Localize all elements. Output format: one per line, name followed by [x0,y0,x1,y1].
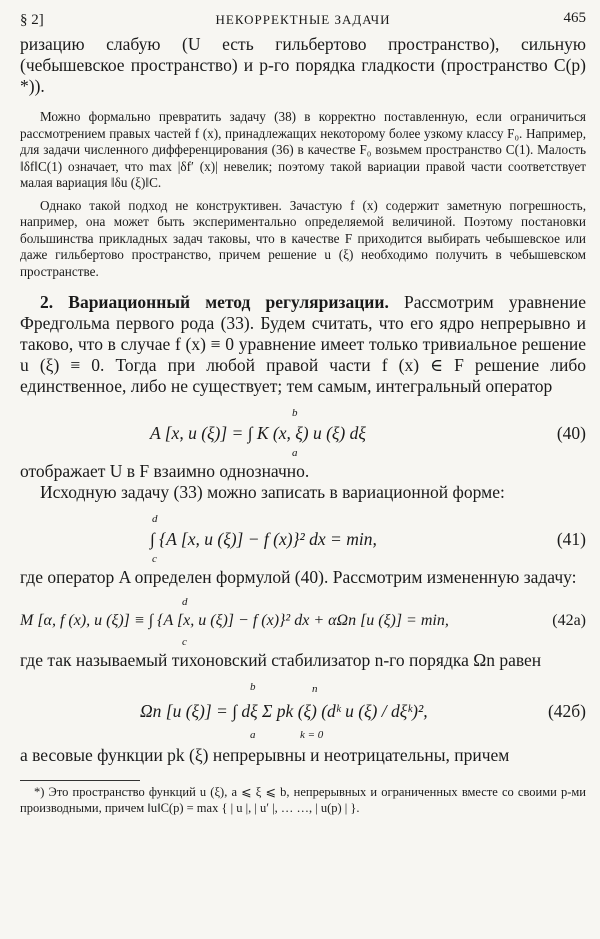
running-header [20,8,586,34]
sum-lower-limit: k = 0 [300,729,324,741]
sum-upper-limit: n [312,683,318,695]
formula-42b [20,681,586,745]
running-title: НЕКОРРЕКТНЫЕ ЗАДАЧИ [215,12,391,27]
small-paragraph-constructive: Однако такой подход не конструктивен. Зачастую f (x) содержит заметную погрешность, например, она может быть экспериментально определяемой величиной. Поэтому постановки большинства прикладных задач таковы, что в качестве F приходится выбирать чебышевское или даже гильбертово пространство, причем решение u (ξ) необходимо получить в чебышевском пространстве. [20,197,586,279]
formula-expression: M [α, f (x), u (ξ)] ≡ ∫ {A [x, u (ξ)] − f (x)}² dx + αΩn [u (ξ)] = min, [20,612,449,629]
formula-42a [20,596,586,650]
upper-limit: b [250,681,256,693]
formula-expression: ∫ {A [x, u (ξ)] − f (x)}² dx = min, [150,529,377,549]
paragraph-variational-form: Исходную задачу (33) можно записать в вариационной форме: [40,482,505,502]
paragraph-variational-method [20,292,586,397]
formula-expression: Ωn [u (ξ)] = ∫ dξ Σ pk (ξ) (dᵏ u (ξ) / dξᵏ)², [140,701,428,721]
lower-limit: c [152,553,157,565]
formula-40 [20,407,586,461]
paragraph-mapping: отображает U в F взаимно однозначно. [20,461,310,481]
section-mark: § 2] [20,12,44,28]
upper-limit: b [292,407,298,419]
page [20,8,586,816]
formula-expression: A [x, u (ξ)] = ∫ K (x, ξ) u (ξ) dξ [150,423,366,443]
small-paragraph-correctness: Можно формально превратить задачу (38) в корректно поставленную, если ограничиться рассмотрением правых частей f (x), принадлежащих некоторому более узкому классу F₀. Например, для задачи численного дифференцирования (36) в качестве F₀ возьмем пространство C(1). Малость ‖δf‖C(1) означает, что max |δf′ (x)| невелик; поэтому такой вариации правой части соответствует малая вариация ‖δu (ξ)‖C. [20,109,586,190]
footnote: *) Это пространство функций u (ξ), a ⩽ ξ ⩽ b, непрерывных и ограниченных вместе со своими p-ми производными, причем ‖u‖C(p) = max { | u |, | u′ |, … …, | u(p) | }. [20,785,586,815]
formula-41 [20,513,586,567]
page-number: 465 [563,10,586,26]
paragraph-body: Рассмотрим уравнение Фредгольма первого рода (33). Будем считать, что его ядро непрерывно и таково, что в случае f (x) ≡ 0 уравнение имеет только тривиальное решение u (ξ) ≡ 0. Тогда при любой правой части f (x) ∈ F решение либо единственное, либо не существует; тем самым, интегральный оператор [20,292,586,396]
paragraph-continuation: ризацию слабую (U есть гильбертово пространство), сильную (чебышевское пространство) и p-го порядка гладкости (пространство C(p) *)). [20,34,586,96]
lower-limit: a [292,447,298,459]
lower-limit: c [182,636,187,648]
formula-number: (42б) [547,701,586,721]
formula-number: (40) [556,423,586,443]
paragraph-weights: а весовые функции pk (ξ) непрерывны и неотрицательны, причем [20,745,510,765]
footnote-rule [20,780,140,781]
paragraph-stabilizer: где так называемый тихоновский стабилизатор n-го порядка Ωn равен [20,650,542,670]
formula-number: (42а) [552,612,586,629]
formula-number: (41) [556,529,586,549]
upper-limit: d [182,596,188,608]
paragraph-operator: где оператор A определен формулой (40). Рассмотрим измененную задачу: [20,567,577,587]
upper-limit: d [152,513,158,525]
subsection-heading: 2. Вариационный метод регуляризации. [40,292,389,312]
lower-limit: a [250,729,256,741]
